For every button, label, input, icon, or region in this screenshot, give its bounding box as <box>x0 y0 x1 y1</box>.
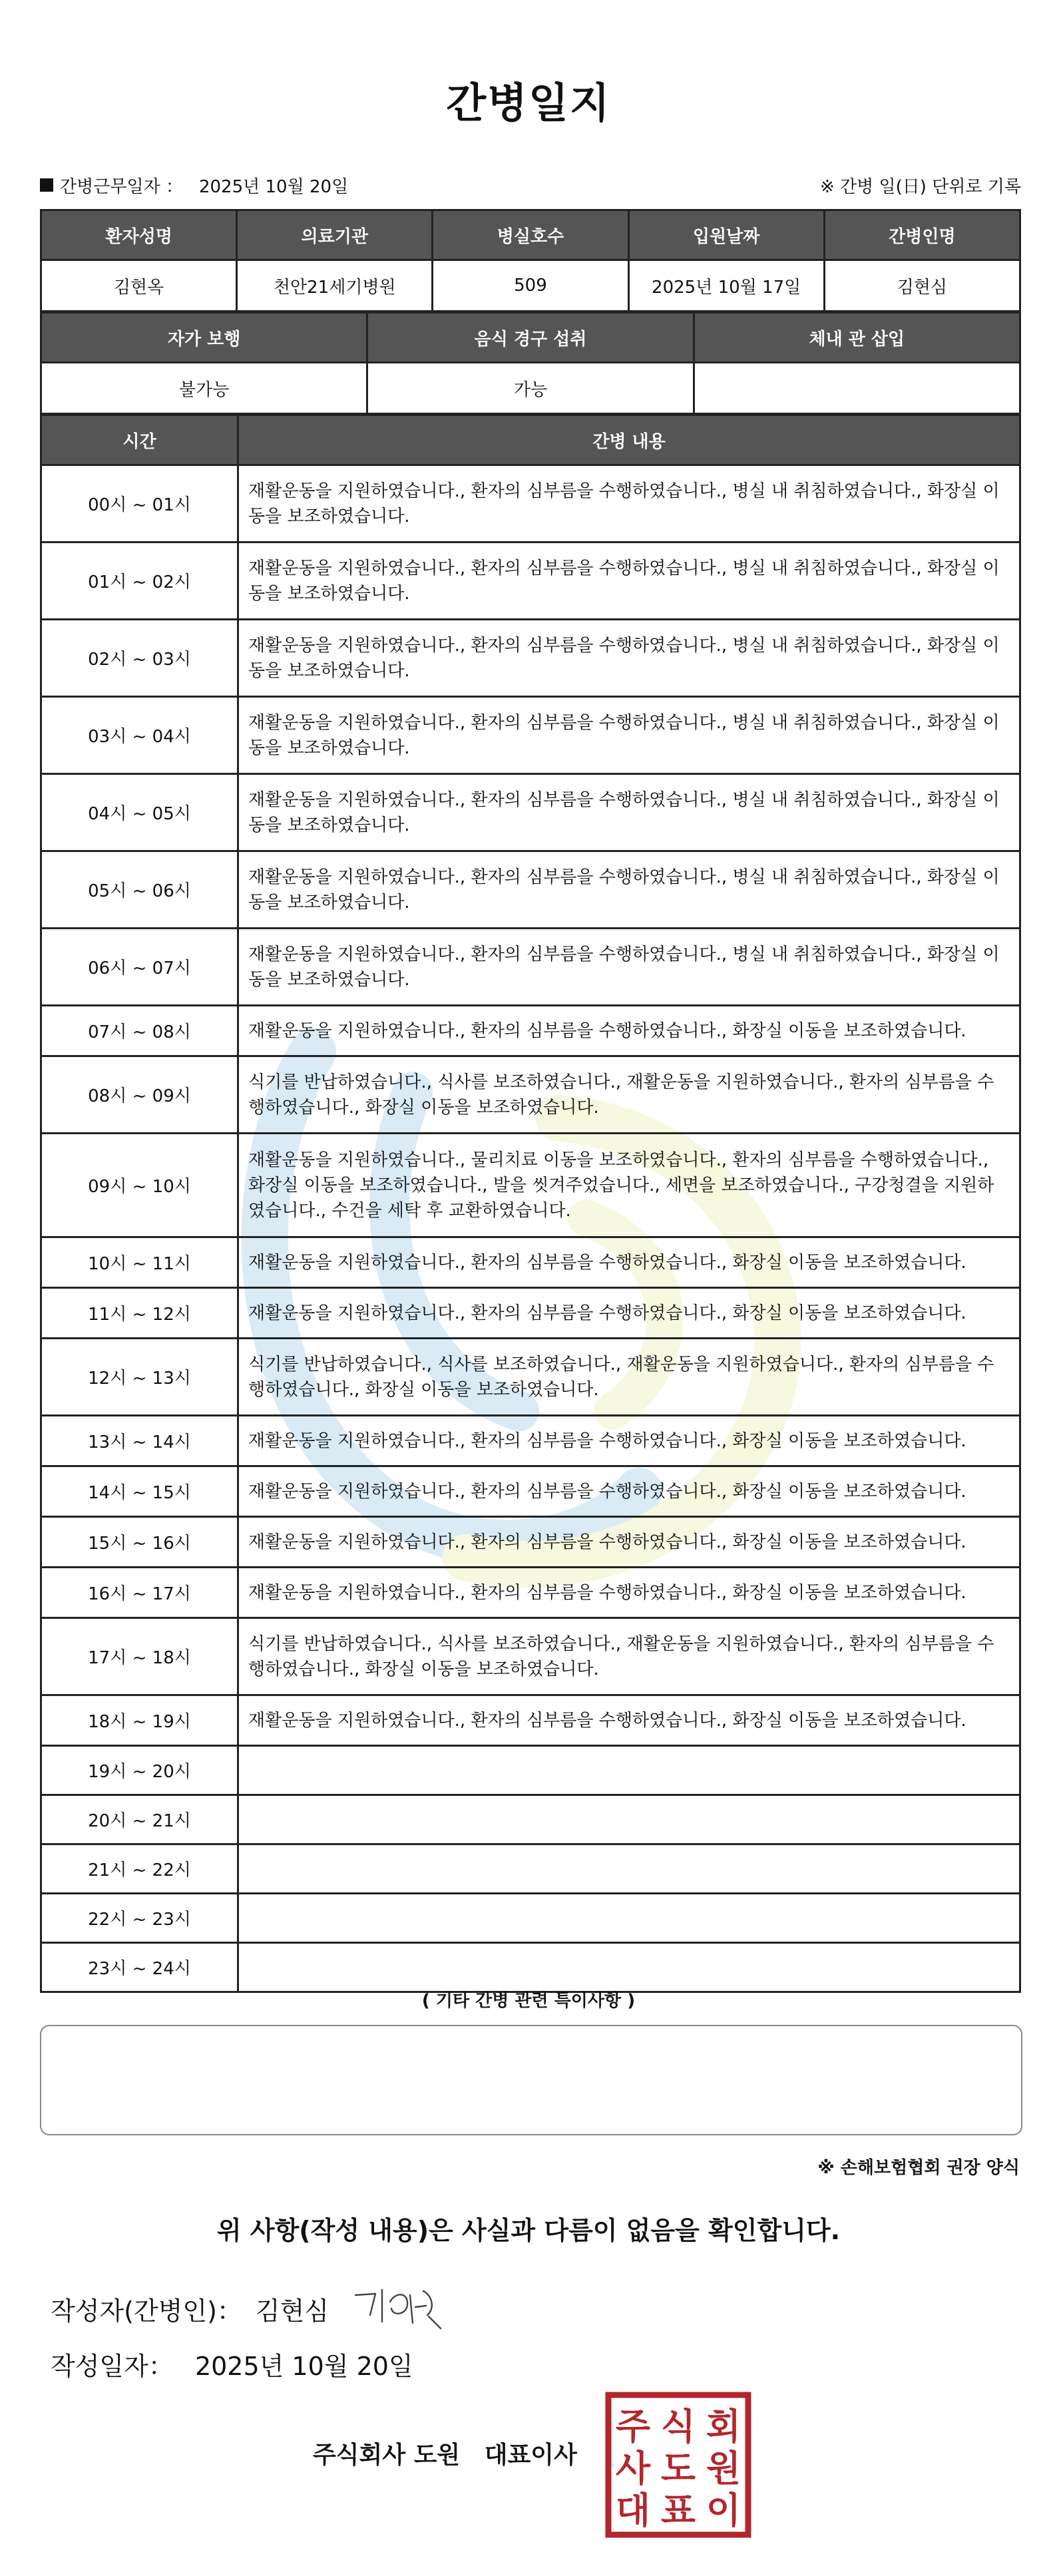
time-cell: 05시 ~ 06시 <box>41 851 238 929</box>
content-cell: 재활운동을 지원하였습니다., 환자의 심부름을 수행하였습니다., 병실 내 취침하였습니다., 화장실 이동을 보조하였습니다. <box>238 542 1020 620</box>
header-oral-intake: 음식 경구 섭취 <box>367 313 694 363</box>
content-cell <box>238 1894 1020 1943</box>
time-cell: 10시 ~ 11시 <box>41 1237 238 1288</box>
svg-text:주: 주 <box>615 2406 651 2448</box>
table-row <box>41 1795 1020 1844</box>
header-tube-insertion: 체내 관 삽입 <box>694 313 1020 363</box>
svg-text:이: 이 <box>706 2489 741 2531</box>
table-row <box>41 774 1020 851</box>
content-cell: 재활운동을 지원하였습니다., 환자의 심부름을 수행하였습니다., 화장실 이동을 보조하였습니다. <box>238 1288 1020 1339</box>
content-cell: 재활운동을 지원하였습니다., 환자의 심부름을 수행하였습니다., 병실 내 취침하였습니다., 화장실 이동을 보조하였습니다. <box>238 774 1020 851</box>
table-row <box>41 1056 1020 1134</box>
svg-text:사: 사 <box>615 2448 651 2489</box>
time-cell: 08시 ~ 09시 <box>41 1056 238 1134</box>
admission-date: 2025년 10월 17일 <box>628 260 824 312</box>
svg-text:표: 표 <box>660 2489 696 2531</box>
time-cell: 12시 ~ 13시 <box>41 1339 238 1416</box>
content-cell: 재활운동을 지원하였습니다., 환자의 심부름을 수행하였습니다., 화장실 이동을 보조하였습니다. <box>238 1006 1020 1056</box>
patient-info-table <box>40 209 1021 312</box>
table-row <box>41 1466 1020 1517</box>
patient-name: 김현옥 <box>41 260 237 312</box>
time-cell: 04시 ~ 05시 <box>41 774 238 851</box>
content-cell <box>238 1746 1020 1795</box>
header-self-walking: 자가 보행 <box>41 313 367 363</box>
time-cell: 00시 ~ 01시 <box>41 465 238 542</box>
room-number: 509 <box>433 260 628 312</box>
table-row <box>41 1517 1020 1568</box>
square-bullet-icon <box>40 178 53 192</box>
time-cell: 18시 ~ 19시 <box>41 1695 238 1746</box>
writer-line <box>51 2282 449 2335</box>
written-date-value: 2025년 10월 20일 <box>194 2352 413 2381</box>
svg-text:식: 식 <box>660 2406 696 2448</box>
work-date-label: 간병근무일자 ： <box>60 176 183 197</box>
tube-insertion-value <box>694 363 1020 414</box>
table-row <box>41 1237 1020 1288</box>
etc-notes-box <box>40 2025 1022 2135</box>
table-row <box>41 542 1020 620</box>
time-cell: 15시 ~ 16시 <box>41 1517 238 1568</box>
content-cell: 재활운동을 지원하였습니다., 환자의 심부름을 수행하였습니다., 화장실 이동을 보조하였습니다. <box>238 1416 1020 1466</box>
patient-status-table <box>40 312 1021 415</box>
patient-info-header-row <box>41 210 1020 260</box>
patient-info-value-row <box>41 260 1020 312</box>
patient-status-value-row <box>41 363 1020 414</box>
header-care-content: 간병 내용 <box>238 415 1020 465</box>
time-cell: 09시 ~ 10시 <box>41 1134 238 1237</box>
table-row <box>41 1844 1020 1894</box>
content-cell: 식기를 반납하였습니다., 식사를 보조하였습니다., 재활운동을 지원하였습니다., 환자의 심부름을 수행하였습니다., 화장실 이동을 보조하였습니다. <box>238 1339 1020 1416</box>
written-date-label: 작성일자： <box>51 2352 174 2381</box>
content-cell: 식기를 반납하였습니다., 식사를 보조하였습니다., 재활운동을 지원하였습니다., 환자의 심부름을 수행하였습니다., 화장실 이동을 보조하였습니다. <box>238 1618 1020 1695</box>
table-row <box>41 1943 1020 1992</box>
page-title: 간병일지 <box>446 79 611 127</box>
time-cell: 01시 ~ 02시 <box>41 542 238 620</box>
header-caregiver-name: 간병인명 <box>824 210 1020 260</box>
time-cell: 21시 ~ 22시 <box>41 1844 238 1894</box>
care-log-table <box>40 414 1021 1993</box>
table-row <box>41 1416 1020 1466</box>
time-cell: 17시 ~ 18시 <box>41 1618 238 1695</box>
self-walking-value: 불가능 <box>41 363 367 414</box>
content-cell: 재활운동을 지원하였습니다., 물리치료 이동을 보조하였습니다., 환자의 심부름을 수행하였습니다., 화장실 이동을 보조하였습니다., 발을 씻겨주었습니다., 세면을 보조하였습니다., 구강청결을 지원하였습니다., 수건을 세탁 후 교환하였습니다. <box>238 1134 1020 1237</box>
table-row <box>41 1568 1020 1618</box>
confirmation-statement: 위 사항(작성 내용)은 사실과 다름이 없음을 확인합니다. <box>216 2216 841 2245</box>
header-hospital: 의료기관 <box>237 210 433 260</box>
svg-text:대: 대 <box>615 2489 651 2531</box>
time-cell: 03시 ~ 04시 <box>41 697 238 774</box>
written-date-line <box>51 2346 413 2382</box>
writer-label: 작성자(간병인)： <box>51 2296 242 2326</box>
time-cell: 02시 ~ 03시 <box>41 620 238 697</box>
table-row <box>41 1746 1020 1795</box>
hospital-name: 천안21세기병원 <box>237 260 433 312</box>
table-row <box>41 851 1020 929</box>
svg-text:도: 도 <box>660 2448 696 2489</box>
form-note: ※ 손해보험협회 권장 양식 <box>817 2158 1020 2178</box>
company-line <box>313 2436 577 2470</box>
caregiver-name: 김현심 <box>824 260 1020 312</box>
time-cell: 20시 ~ 21시 <box>41 1795 238 1844</box>
svg-text:회: 회 <box>706 2406 741 2448</box>
content-cell: 재활운동을 지원하였습니다., 환자의 심부름을 수행하였습니다., 병실 내 취침하였습니다., 화장실 이동을 보조하였습니다. <box>238 929 1020 1006</box>
table-row <box>41 1134 1020 1237</box>
etc-notes-title: ( 기타 간병 관련 특이사항 ) <box>421 1991 636 2011</box>
table-row <box>41 1695 1020 1746</box>
content-cell <box>238 1844 1020 1894</box>
content-cell: 재활운동을 지원하였습니다., 환자의 심부름을 수행하였습니다., 화장실 이동을 보조하였습니다. <box>238 1695 1020 1746</box>
header-patient-name: 환자성명 <box>41 210 237 260</box>
table-row <box>41 929 1020 1006</box>
header-time: 시간 <box>41 415 238 465</box>
time-cell: 07시 ~ 08시 <box>41 1006 238 1056</box>
table-row <box>41 1618 1020 1695</box>
time-cell: 06시 ~ 07시 <box>41 929 238 1006</box>
work-date-value: 2025년 10월 20일 <box>198 176 349 197</box>
content-cell: 재활운동을 지원하였습니다., 환자의 심부름을 수행하였습니다., 화장실 이동을 보조하였습니다. <box>238 1237 1020 1288</box>
header-admission-date: 입원날짜 <box>628 210 824 260</box>
table-row <box>41 620 1020 697</box>
company-name: 주식회사 도원 <box>313 2442 461 2469</box>
time-cell: 13시 ~ 14시 <box>41 1416 238 1466</box>
table-row <box>41 1894 1020 1943</box>
content-cell: 식기를 반납하였습니다., 식사를 보조하였습니다., 재활운동을 지원하였습니다., 환자의 심부름을 수행하였습니다., 화장실 이동을 보조하였습니다. <box>238 1056 1020 1134</box>
content-cell: 재활운동을 지원하였습니다., 환자의 심부름을 수행하였습니다., 병실 내 취침하였습니다., 화장실 이동을 보조하였습니다. <box>238 697 1020 774</box>
content-cell: 재활운동을 지원하였습니다., 환자의 심부름을 수행하였습니다., 화장실 이동을 보조하였습니다. <box>238 1568 1020 1618</box>
content-cell: 재활운동을 지원하였습니다., 환자의 심부름을 수행하였습니다., 병실 내 취침하였습니다., 화장실 이동을 보조하였습니다. <box>238 851 1020 929</box>
content-cell <box>238 1943 1020 1992</box>
content-cell: 재활운동을 지원하였습니다., 환자의 심부름을 수행하였습니다., 화장실 이동을 보조하였습니다. <box>238 1466 1020 1517</box>
header-room: 병실호수 <box>433 210 628 260</box>
patient-status-header-row <box>41 313 1020 363</box>
table-row <box>41 1006 1020 1056</box>
unit-note: ※ 간병 일(日) 단위로 기록 <box>819 176 1021 197</box>
handwritten-signature <box>349 2282 449 2335</box>
table-row <box>41 1288 1020 1339</box>
care-log-header-row <box>41 415 1020 465</box>
time-cell: 14시 ~ 15시 <box>41 1466 238 1517</box>
work-date <box>40 173 348 198</box>
ceo-label: 대표이사 <box>484 2442 577 2469</box>
time-cell: 16시 ~ 17시 <box>41 1568 238 1618</box>
table-row <box>41 697 1020 774</box>
company-seal-stamp <box>603 2390 753 2540</box>
table-row <box>41 465 1020 542</box>
content-cell <box>238 1795 1020 1844</box>
content-cell: 재활운동을 지원하였습니다., 환자의 심부름을 수행하였습니다., 화장실 이동을 보조하였습니다. <box>238 1517 1020 1568</box>
time-cell: 11시 ~ 12시 <box>41 1288 238 1339</box>
table-row <box>41 1339 1020 1416</box>
content-cell: 재활운동을 지원하였습니다., 환자의 심부름을 수행하였습니다., 병실 내 취침하였습니다., 화장실 이동을 보조하였습니다. <box>238 620 1020 697</box>
time-cell: 23시 ~ 24시 <box>41 1943 238 1992</box>
time-cell: 19시 ~ 20시 <box>41 1746 238 1795</box>
oral-intake-value: 가능 <box>367 363 694 414</box>
writer-name: 김현심 <box>255 2296 329 2326</box>
content-cell: 재활운동을 지원하였습니다., 환자의 심부름을 수행하였습니다., 병실 내 취침하였습니다., 화장실 이동을 보조하였습니다. <box>238 465 1020 542</box>
time-cell: 22시 ~ 23시 <box>41 1894 238 1943</box>
svg-text:원: 원 <box>706 2448 741 2489</box>
meta-row <box>40 172 1021 198</box>
